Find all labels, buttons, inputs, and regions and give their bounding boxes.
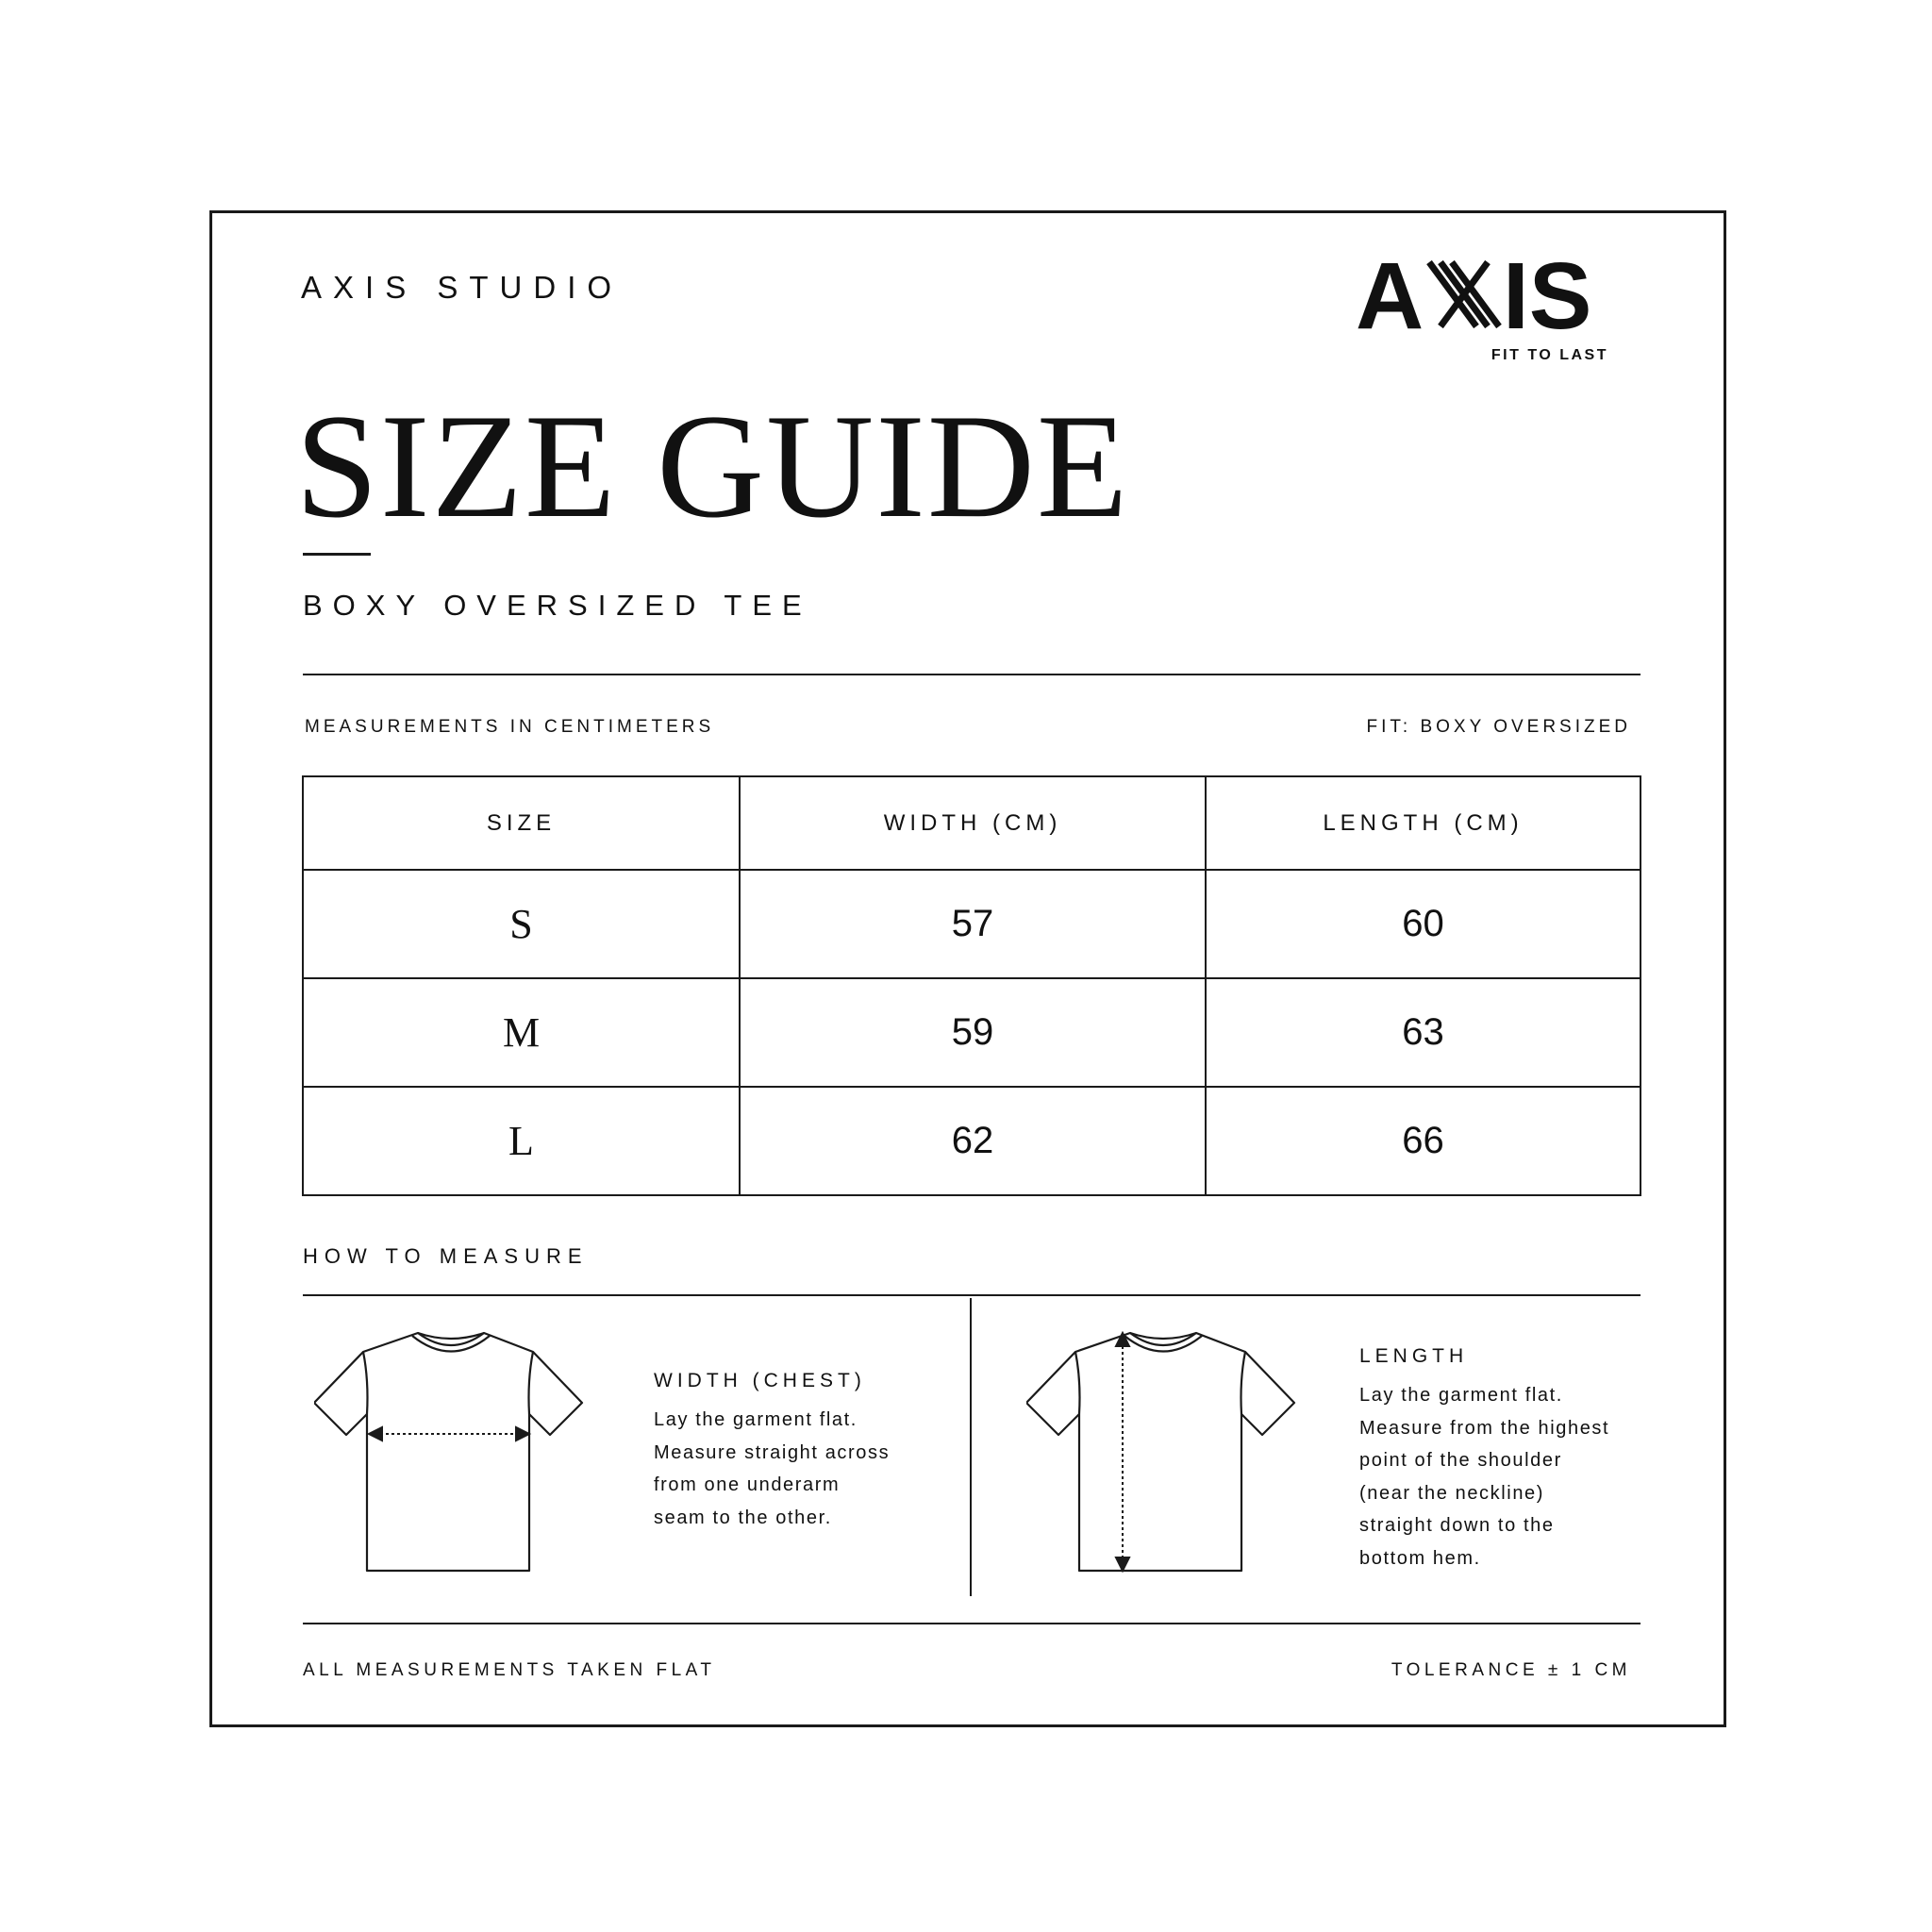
header-width: WIDTH (CM) (740, 776, 1206, 870)
text-line: from one underarm (654, 1474, 841, 1495)
product-subtitle: BOXY OVERSIZED TEE (303, 589, 812, 622)
length-measure-title: LENGTH (1359, 1345, 1469, 1367)
header-length: LENGTH (CM) (1206, 776, 1641, 870)
text-line: bottom hem. (1359, 1547, 1481, 1569)
size-cell: S (303, 870, 740, 978)
text-line: Measure from the highest (1359, 1417, 1610, 1439)
units-note: MEASUREMENTS IN CENTIMETERS (305, 717, 715, 737)
text-line: seam to the other. (654, 1507, 832, 1528)
length-cell: 63 (1206, 978, 1641, 1087)
length-cell: 66 (1206, 1087, 1641, 1195)
divider-measure (303, 1294, 1641, 1296)
svg-text:A: A (1356, 253, 1424, 349)
divider-top (303, 674, 1641, 675)
table-row (303, 978, 1641, 1087)
length-measure-text (1359, 1379, 1680, 1574)
width-measure-text (654, 1404, 956, 1534)
logo-tagline: FIT TO LAST (1491, 347, 1608, 363)
header-size: SIZE (303, 776, 740, 870)
fit-note: FIT: BOXY OVERSIZED (1366, 717, 1631, 737)
width-cell: 57 (740, 870, 1206, 978)
tshirt-width-icon (314, 1324, 588, 1578)
length-cell: 60 (1206, 870, 1641, 978)
width-measure-title: WIDTH (CHEST) (654, 1370, 866, 1391)
divider-bottom (303, 1623, 1641, 1624)
svg-text:IS: IS (1503, 253, 1592, 349)
size-table (302, 775, 1641, 1196)
size-cell: L (303, 1087, 740, 1195)
table-header-row (303, 776, 1641, 870)
text-line: (near the neckline) (1359, 1482, 1545, 1504)
width-cell: 62 (740, 1087, 1206, 1195)
text-line: point of the shoulder (1359, 1450, 1562, 1471)
studio-name: AXIS STUDIO (301, 270, 624, 305)
size-guide-card (209, 210, 1726, 1727)
table-row (303, 870, 1641, 978)
title-underline (303, 553, 371, 556)
size-cell: M (303, 978, 740, 1087)
measure-column-divider (970, 1298, 972, 1596)
footer-note: ALL MEASUREMENTS TAKEN FLAT (303, 1660, 716, 1680)
page-title: SIZE GUIDE (295, 384, 1130, 549)
width-cell: 59 (740, 978, 1206, 1087)
table-row (303, 1087, 1641, 1195)
logo-x-mark (1429, 262, 1499, 326)
how-to-measure-heading: HOW TO MEASURE (303, 1244, 589, 1268)
tolerance-note: TOLERANCE ± 1 CM (1391, 1660, 1631, 1680)
tshirt-length-icon (1026, 1324, 1300, 1578)
text-line: straight down to the (1359, 1515, 1555, 1536)
text-line: Measure straight across (654, 1441, 891, 1463)
text-line: Lay the garment flat. (654, 1409, 858, 1430)
text-line: Lay the garment flat. (1359, 1385, 1563, 1406)
